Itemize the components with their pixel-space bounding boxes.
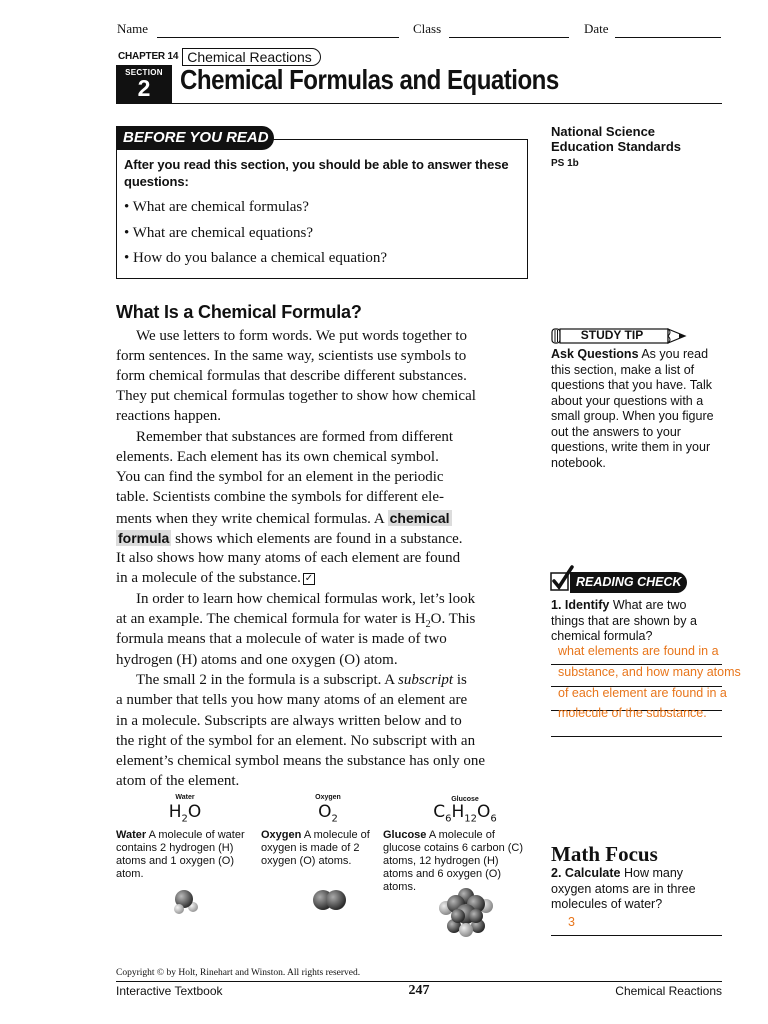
question-text: What are two things that are shown by a chemical formula? (551, 598, 697, 643)
name-field[interactable] (157, 23, 399, 38)
section-number: 2 (137, 75, 151, 101)
body-line: atom of the element. (116, 773, 240, 789)
chapter-tag: CHAPTER 14 (118, 51, 179, 62)
standards-title-line: National Science (551, 124, 656, 139)
handwritten-answer: substance, and how many atoms (558, 665, 741, 679)
reading-check-tab (570, 572, 687, 593)
question-verb: Identify (564, 598, 610, 612)
question-verb: Calculate (564, 866, 621, 880)
footer-book-title: Interactive Textbook (116, 984, 223, 998)
body-line: elements. Each element has its own chemical symbol. (116, 449, 439, 465)
question-number: 1. (551, 598, 562, 612)
body-text: is (456, 672, 467, 688)
italic-term: subscript (398, 672, 454, 688)
section-label: SECTION (125, 68, 163, 77)
body-line: reactions happen. (116, 408, 221, 424)
caption-text: A molecule of water contains 2 hydrogen (H) atoms and 1 oxygen (O) atom. (116, 829, 245, 880)
question-number: 2. (551, 866, 562, 880)
footer-divider (116, 981, 722, 982)
water-molecule-image (168, 885, 204, 915)
study-tip-text (551, 347, 723, 471)
key-term-chemical-formula: chemical (389, 510, 450, 526)
study-tip-badge: STUDY TIP (580, 328, 644, 342)
formula-symbol: O (477, 802, 491, 822)
standards-title (551, 124, 681, 154)
body-line: In order to learn how chemical formulas work, let’s look (136, 591, 476, 607)
body-line: It also shows how many atoms of each element are found (116, 550, 461, 566)
date-field[interactable] (615, 23, 721, 38)
formula-subscript: 6 (490, 813, 497, 825)
study-tip-body: As you read this section, make a list of questions that you have. Talk about your questions with a small group. When you figure out the answers to your questions, write them in your notebook. (551, 347, 714, 470)
math-focus-question (551, 866, 723, 913)
caption-oxygen (261, 829, 376, 868)
question-item: • What are chemical formulas? (124, 199, 309, 215)
handwritten-answer: what elements are found in a (558, 644, 719, 658)
formula-symbol: H (168, 802, 182, 822)
body-text: O. This (430, 611, 476, 627)
formula-glucose (415, 802, 515, 824)
reading-check-badge: READING CHECK (576, 575, 682, 589)
key-term-chemical-formula: formula (118, 530, 170, 546)
standards-title-line: Education Standards (551, 139, 682, 154)
body-line: in a molecule. Subscripts are always written below and to (116, 713, 462, 729)
body-line (116, 670, 467, 690)
body-line: form chemical formulas that describe different substances. (116, 368, 467, 384)
answer-line[interactable] (551, 935, 722, 936)
body-line: You can find the symbol for an element in the periodic (116, 469, 444, 485)
class-field[interactable] (449, 23, 569, 38)
body-line: hydrogen (H) atoms and one oxygen (O) atom. (116, 652, 398, 668)
before-you-read-intro: After you read this section, you should be able to answer these questions: (124, 157, 509, 189)
body-text: at an example. The chemical formula for water is H (116, 611, 426, 627)
body-line: a number that tells you how many atoms of an element are (116, 692, 468, 708)
reading-check-checkbox-icon: ✓ (304, 573, 314, 584)
oxygen-molecule-image (312, 888, 348, 912)
body-text: The small 2 in the formula is a subscript. A (136, 672, 395, 688)
formula-subscript: 2 (181, 813, 188, 825)
subscript: 2 (425, 619, 431, 630)
molecule-label-water: Water (175, 794, 195, 801)
handwritten-answer: 3 (568, 915, 575, 929)
class-label: Class (413, 21, 442, 36)
formula-symbol: O (318, 802, 332, 822)
body-line: form sentences. In the same way, scientists use symbols to (116, 348, 467, 364)
handwritten-answer: molecule of the substance. (558, 706, 707, 720)
body-text: ments when they write chemical formulas. A (116, 511, 384, 527)
title-divider (116, 103, 722, 104)
formula-oxygen (293, 802, 363, 824)
body-text: in a molecule of the substance. (116, 570, 301, 586)
formula-symbol: C (433, 802, 446, 822)
section-heading: What Is a Chemical Formula? (116, 302, 362, 322)
footer-chapter-title: Chemical Reactions (615, 984, 722, 998)
math-focus-title: Math Focus (551, 842, 658, 866)
body-line: They put chemical formulas together to show how chemical (116, 388, 476, 404)
formula-symbol: O (187, 802, 202, 822)
body-line: formula means that a molecule of water is made of two (116, 631, 447, 647)
caption-glucose (383, 829, 529, 894)
copyright-notice: Copyright © by Holt, Rinehart and Winston. All rights reserved. (116, 968, 361, 978)
caption-text: A molecule of oxygen is made of 2 oxygen (O) atoms. (261, 829, 370, 867)
body-line: Remember that substances are formed from different (136, 429, 454, 445)
body-line: table. Scientists combine the symbols for different ele- (116, 489, 444, 505)
body-line: the right of the symbol for an element. No subscript with an (116, 733, 476, 749)
page-title: Chemical Formulas and Equations (180, 64, 559, 95)
answer-line[interactable] (551, 736, 722, 737)
body-line (116, 528, 463, 549)
chapter-header (116, 48, 321, 65)
question-item: • How do you balance a chemical equation? (124, 250, 388, 266)
body-line: element’s chemical symbol means the substance has only one (116, 753, 486, 769)
handwritten-answer: of each element are found in a (558, 686, 727, 700)
question-item: • What are chemical equations? (124, 225, 314, 241)
molecule-label-glucose: Glucose (451, 796, 479, 803)
section-badge (116, 65, 172, 103)
question-text: How many oxygen atoms are in three molecules of water? (551, 866, 696, 911)
standards-code: PS 1b (551, 158, 579, 169)
body-text: shows which elements are found in a substance. (175, 531, 463, 547)
formula-subscript: 2 (331, 813, 338, 825)
date-label: Date (584, 21, 609, 36)
before-you-read-heading: BEFORE YOU READ (123, 129, 269, 146)
molecule-label-oxygen: Oxygen (315, 794, 341, 801)
formula-subscript: 6 (445, 813, 452, 825)
name-label: Name (117, 21, 149, 36)
caption-water (116, 829, 256, 881)
body-line (116, 568, 315, 588)
page-number: 247 (408, 983, 430, 998)
study-tip-title: Ask Questions (551, 347, 639, 361)
body-line (116, 508, 452, 529)
formula-water (150, 802, 220, 824)
formula-symbol: H (451, 802, 465, 822)
reading-check-question (551, 598, 723, 645)
glucose-molecule-image (434, 886, 498, 938)
before-you-read-tab (116, 126, 274, 150)
body-line: We use letters to form words. We put words together to (136, 328, 467, 344)
chapter-name: Chemical Reactions (182, 48, 321, 66)
caption-text: A molecule of glucose cotains 6 carbon (C) atoms, 12 hydrogen (H) atoms and 6 oxygen (O) atoms. (383, 829, 524, 893)
caption-name: Glucose (383, 829, 427, 841)
caption-name: Water (116, 829, 147, 841)
caption-name: Oxygen (261, 829, 302, 841)
formula-subscript: 12 (464, 813, 477, 825)
